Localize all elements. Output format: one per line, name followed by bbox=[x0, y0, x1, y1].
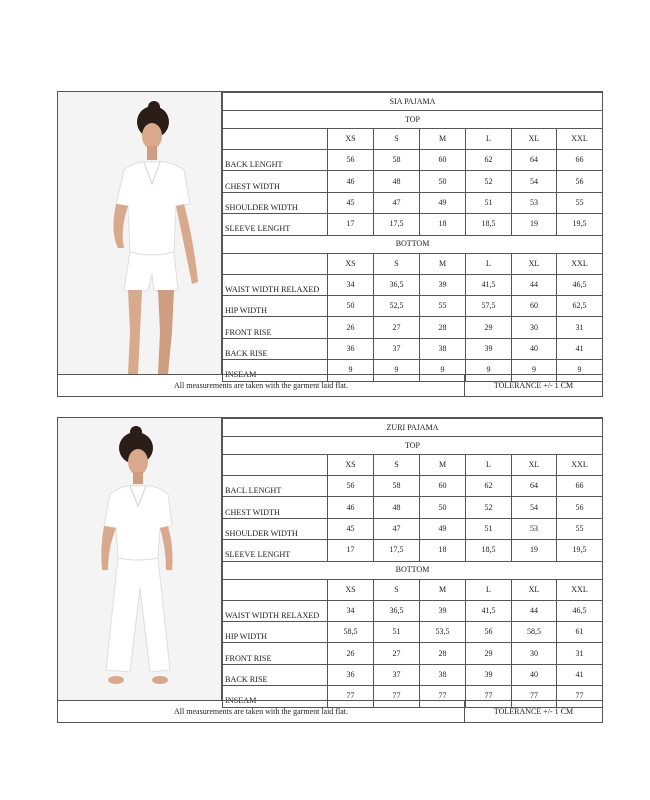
measurement-value: 34 bbox=[328, 274, 374, 295]
measurement-value: 9 bbox=[512, 360, 557, 381]
measurement-value: 30 bbox=[512, 643, 557, 664]
model-illustration bbox=[58, 418, 221, 700]
measurement-value: 51 bbox=[466, 518, 512, 539]
measurement-value: 58 bbox=[374, 150, 420, 171]
measurement-value: 9 bbox=[328, 360, 374, 381]
size-header: XS bbox=[328, 455, 374, 476]
header-blank-cell bbox=[223, 129, 328, 150]
size-header: XS bbox=[328, 129, 374, 150]
measurement-value: 19 bbox=[512, 540, 557, 561]
measurement-value: 40 bbox=[512, 338, 557, 359]
measurement-value: 37 bbox=[374, 338, 420, 359]
chart-footer bbox=[58, 700, 602, 722]
measurement-row bbox=[223, 600, 603, 621]
measurement-value: 50 bbox=[420, 171, 466, 192]
measurement-value: 60 bbox=[512, 295, 557, 316]
measurement-label: CHEST WIDTH bbox=[223, 497, 328, 518]
header-blank-cell bbox=[223, 253, 328, 274]
measurement-row bbox=[223, 643, 603, 664]
measurement-value: 9 bbox=[374, 360, 420, 381]
measurement-label: INSEAM bbox=[223, 686, 328, 707]
size-header: L bbox=[466, 129, 512, 150]
size-header: XXL bbox=[557, 455, 603, 476]
measurement-value: 48 bbox=[374, 171, 420, 192]
measurement-row bbox=[223, 338, 603, 359]
measurement-value: 28 bbox=[420, 643, 466, 664]
measurement-row bbox=[223, 476, 603, 497]
size-header: L bbox=[466, 455, 512, 476]
measurement-value: 37 bbox=[374, 664, 420, 685]
measurement-label: HIP WIDTH bbox=[223, 295, 328, 316]
measurement-value: 77 bbox=[420, 686, 466, 707]
measurement-value: 44 bbox=[512, 600, 557, 621]
measurement-value: 54 bbox=[512, 497, 557, 518]
chart-title: SIA PAJAMA bbox=[223, 93, 603, 111]
measurement-value: 50 bbox=[420, 497, 466, 518]
measurement-label: BACL LENGHT bbox=[223, 476, 328, 497]
measurement-row bbox=[223, 540, 603, 561]
size-header: XS bbox=[328, 579, 374, 600]
size-header: S bbox=[374, 253, 420, 274]
measurement-value: 47 bbox=[374, 192, 420, 213]
measurement-value: 77 bbox=[466, 686, 512, 707]
measurement-value: 31 bbox=[557, 643, 603, 664]
measurement-value: 18 bbox=[420, 540, 466, 561]
size-header: M bbox=[420, 129, 466, 150]
measurement-value: 31 bbox=[557, 317, 603, 338]
measurement-value: 36,5 bbox=[374, 274, 420, 295]
header-blank-cell bbox=[223, 579, 328, 600]
product-photo-trousers-pajama bbox=[58, 418, 222, 700]
size-header: XL bbox=[512, 455, 557, 476]
size-header: XXL bbox=[557, 129, 603, 150]
section-label-top: TOP bbox=[223, 437, 603, 455]
measurement-value: 40 bbox=[512, 664, 557, 685]
measurement-value: 66 bbox=[557, 476, 603, 497]
size-chart-zuri bbox=[57, 417, 603, 723]
size-header: M bbox=[420, 579, 466, 600]
product-photo-shorts-pajama bbox=[58, 92, 222, 374]
measurement-value: 77 bbox=[374, 686, 420, 707]
measurement-value: 62,5 bbox=[557, 295, 603, 316]
measurement-note: All measurements are taken with the garment laid flat. bbox=[58, 375, 465, 397]
size-header-row bbox=[223, 579, 603, 600]
measurement-value: 28 bbox=[420, 317, 466, 338]
measurement-label: SHOULDER WIDTH bbox=[223, 518, 328, 539]
measurement-value: 51 bbox=[374, 621, 420, 642]
size-header-row bbox=[223, 455, 603, 476]
measurement-value: 9 bbox=[420, 360, 466, 381]
measurement-value: 36,5 bbox=[374, 600, 420, 621]
size-header: L bbox=[466, 253, 512, 274]
measurement-label: BACK LENGHT bbox=[223, 150, 328, 171]
measurement-value: 36 bbox=[328, 664, 374, 685]
size-header: XXL bbox=[557, 579, 603, 600]
measurement-value: 62 bbox=[466, 476, 512, 497]
measurement-value: 56 bbox=[328, 476, 374, 497]
measurement-value: 55 bbox=[557, 518, 603, 539]
measurement-value: 39 bbox=[466, 338, 512, 359]
measurement-value: 53,5 bbox=[420, 621, 466, 642]
measurement-value: 61 bbox=[557, 621, 603, 642]
measurement-value: 52 bbox=[466, 497, 512, 518]
measurement-value: 19,5 bbox=[557, 214, 603, 235]
measurement-value: 9 bbox=[557, 360, 603, 381]
chart-title: ZURI PAJAMA bbox=[223, 419, 603, 437]
measurement-value: 38 bbox=[420, 664, 466, 685]
measurement-row bbox=[223, 621, 603, 642]
measurement-value: 49 bbox=[420, 192, 466, 213]
size-header-row bbox=[223, 129, 603, 150]
measurement-label: SHOULDER WIDTH bbox=[223, 192, 328, 213]
measurement-value: 52,5 bbox=[374, 295, 420, 316]
size-header: S bbox=[374, 129, 420, 150]
measurement-row bbox=[223, 518, 603, 539]
measurement-value: 58,5 bbox=[328, 621, 374, 642]
chart-footer bbox=[58, 374, 602, 396]
section-label-top: TOP bbox=[223, 111, 603, 129]
measurement-value: 55 bbox=[557, 192, 603, 213]
size-header: XL bbox=[512, 129, 557, 150]
measurement-value: 45 bbox=[328, 518, 374, 539]
measurement-value: 29 bbox=[466, 317, 512, 338]
measurement-value: 30 bbox=[512, 317, 557, 338]
measurement-value: 77 bbox=[557, 686, 603, 707]
measurement-value: 46,5 bbox=[557, 600, 603, 621]
measurement-value: 46 bbox=[328, 171, 374, 192]
measurement-value: 18,5 bbox=[466, 540, 512, 561]
measurement-value: 34 bbox=[328, 600, 374, 621]
measurement-value: 9 bbox=[466, 360, 512, 381]
measurement-value: 26 bbox=[328, 317, 374, 338]
measurement-value: 51 bbox=[466, 192, 512, 213]
section-label-bottom: BOTTOM bbox=[223, 235, 603, 253]
tolerance-note: TOLERANCE +/- 1 CM bbox=[493, 707, 574, 716]
size-header: S bbox=[374, 579, 420, 600]
measurement-value: 27 bbox=[374, 643, 420, 664]
measurement-value: 17,5 bbox=[374, 540, 420, 561]
size-header: S bbox=[374, 455, 420, 476]
measurement-value: 41 bbox=[557, 664, 603, 685]
measurement-label: SLEEVE LENGHT bbox=[223, 540, 328, 561]
measurement-value: 54 bbox=[512, 171, 557, 192]
measurement-label: BACK RISE bbox=[223, 664, 328, 685]
measurement-value: 46,5 bbox=[557, 274, 603, 295]
measurement-value: 26 bbox=[328, 643, 374, 664]
measurement-value: 57,5 bbox=[466, 295, 512, 316]
size-header-row bbox=[223, 253, 603, 274]
measurement-value: 27 bbox=[374, 317, 420, 338]
measurement-value: 18,5 bbox=[466, 214, 512, 235]
measurement-value: 60 bbox=[420, 476, 466, 497]
size-table-zuri bbox=[222, 418, 603, 708]
measurement-value: 17 bbox=[328, 214, 374, 235]
measurement-value: 17,5 bbox=[374, 214, 420, 235]
measurement-value: 77 bbox=[512, 686, 557, 707]
size-header: XXL bbox=[557, 253, 603, 274]
measurement-row bbox=[223, 274, 603, 295]
measurement-value: 47 bbox=[374, 518, 420, 539]
measurement-value: 53 bbox=[512, 518, 557, 539]
measurement-value: 39 bbox=[420, 600, 466, 621]
size-header: M bbox=[420, 455, 466, 476]
measurement-label: SLEEVE LENGHT bbox=[223, 214, 328, 235]
measurement-value: 58 bbox=[374, 476, 420, 497]
measurement-label: BACK RISE bbox=[223, 338, 328, 359]
size-table-sia bbox=[222, 92, 603, 382]
measurement-value: 64 bbox=[512, 150, 557, 171]
measurement-row bbox=[223, 497, 603, 518]
tolerance-note: TOLERANCE +/- 1 CM bbox=[493, 381, 574, 390]
measurement-value: 60 bbox=[420, 150, 466, 171]
measurement-row bbox=[223, 171, 603, 192]
section-label-bottom: BOTTOM bbox=[223, 561, 603, 579]
measurement-value: 38 bbox=[420, 338, 466, 359]
measurement-value: 55 bbox=[420, 295, 466, 316]
measurement-row bbox=[223, 192, 603, 213]
measurement-value: 56 bbox=[557, 171, 603, 192]
measurement-label: INSEAM bbox=[223, 360, 328, 381]
measurement-row bbox=[223, 664, 603, 685]
measurement-label: FRONT RISE bbox=[223, 317, 328, 338]
measurement-value: 52 bbox=[466, 171, 512, 192]
measurement-value: 36 bbox=[328, 338, 374, 359]
measurement-label: WAIST WIDTH RELAXED bbox=[223, 274, 328, 295]
measurement-value: 39 bbox=[420, 274, 466, 295]
measurement-value: 41,5 bbox=[466, 274, 512, 295]
measurement-value: 44 bbox=[512, 274, 557, 295]
measurement-label: HIP WIDTH bbox=[223, 621, 328, 642]
header-blank-cell bbox=[223, 455, 328, 476]
measurement-row bbox=[223, 295, 603, 316]
measurement-value: 19 bbox=[512, 214, 557, 235]
measurement-value: 53 bbox=[512, 192, 557, 213]
size-header: XL bbox=[512, 253, 557, 274]
size-header: XL bbox=[512, 579, 557, 600]
measurement-value: 56 bbox=[557, 497, 603, 518]
measurement-value: 46 bbox=[328, 497, 374, 518]
measurement-value: 17 bbox=[328, 540, 374, 561]
measurement-value: 41 bbox=[557, 338, 603, 359]
measurement-value: 50 bbox=[328, 295, 374, 316]
measurement-row bbox=[223, 317, 603, 338]
measurement-value: 66 bbox=[557, 150, 603, 171]
size-header: L bbox=[466, 579, 512, 600]
measurement-value: 48 bbox=[374, 497, 420, 518]
size-header: XS bbox=[328, 253, 374, 274]
measurement-value: 19,5 bbox=[557, 540, 603, 561]
measurement-value: 64 bbox=[512, 476, 557, 497]
measurement-note: All measurements are taken with the garment laid flat. bbox=[58, 701, 465, 723]
measurement-label: FRONT RISE bbox=[223, 643, 328, 664]
measurement-value: 45 bbox=[328, 192, 374, 213]
measurement-value: 49 bbox=[420, 518, 466, 539]
model-illustration bbox=[58, 92, 221, 374]
measurement-value: 56 bbox=[328, 150, 374, 171]
measurement-value: 62 bbox=[466, 150, 512, 171]
measurement-value: 39 bbox=[466, 664, 512, 685]
measurement-label: CHEST WIDTH bbox=[223, 171, 328, 192]
measurement-value: 77 bbox=[328, 686, 374, 707]
measurement-value: 56 bbox=[466, 621, 512, 642]
measurement-value: 29 bbox=[466, 643, 512, 664]
size-header: M bbox=[420, 253, 466, 274]
size-chart-sia bbox=[57, 91, 603, 397]
measurement-row bbox=[223, 150, 603, 171]
measurement-row bbox=[223, 214, 603, 235]
measurement-value: 18 bbox=[420, 214, 466, 235]
measurement-label: WAIST WIDTH RELAXED bbox=[223, 600, 328, 621]
measurement-value: 58,5 bbox=[512, 621, 557, 642]
measurement-value: 41,5 bbox=[466, 600, 512, 621]
